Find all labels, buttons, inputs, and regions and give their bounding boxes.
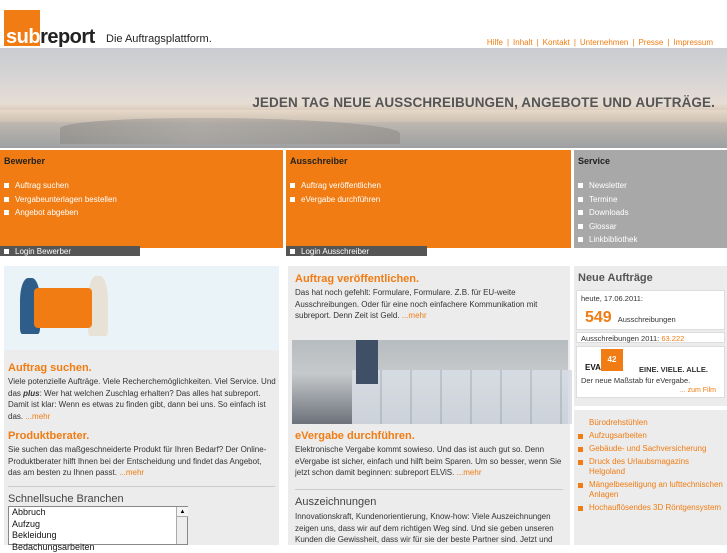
menu-item-auftrag-suchen[interactable] [4,179,117,193]
eva-logo-mark: 42 [601,349,623,371]
nav-unternehmen[interactable]: Unternehmen [580,38,628,47]
today-count: 549 [585,309,612,327]
hero-banner [0,48,727,148]
bullet-icon [578,210,583,215]
news-item-label: Bürodrehstühlen [589,418,648,428]
auszeichnungen-text: Innovationskraft, Kundenorientierung, Know-how: Viele Auszeichnungen zeigen uns, dass wir auf dem richtigen Weg sind. Und sie geben unseren Kunden die Gewissheit, dass wir für sie der beste Partner sind. Jetzt und [295,511,563,546]
count-row[interactable] [585,309,676,327]
nav-presse[interactable]: Presse [638,38,663,47]
menu-item-newsletter[interactable] [578,179,637,193]
panel-title: Ausschreiber [290,156,348,166]
logo-accent: sub [6,26,40,48]
menu-item-label: Angebot abgeben [15,208,78,217]
menu-item-angebot-abgeben[interactable] [4,206,117,220]
bullet-icon [578,447,583,452]
login-label: Login Bewerber [15,247,71,256]
bullet-icon [578,421,583,426]
panel-menu [578,179,637,247]
bullet-icon [4,197,9,202]
logo-rest: report [40,26,95,48]
bullet-icon [578,434,583,439]
menu-item-label: Downloads [589,208,629,217]
text-emphasis: plus [23,389,39,398]
text-part: Elektronische Vergabe kommt sowieso. Und das ist auch gut so. Denn eVergabe ist sicher, einfach und hilft beim Sparen. Um so besser, wenn Sie jetzt schon damit beginnen: subreport ELViS. [295,445,561,477]
bullet-icon [4,249,9,254]
panel-service [574,150,727,248]
bullet-icon [578,460,583,465]
news-item[interactable] [578,480,727,500]
news-item[interactable] [578,503,727,513]
middle-column [288,266,568,545]
puzzle-tiles [352,370,572,424]
neue-auftraege-heading: Neue Aufträge [578,272,653,284]
panel-bewerber [0,150,283,248]
nav-hilfe[interactable]: Hilfe [487,38,503,47]
menu-item-label: eVergabe durchführen [301,195,380,204]
bullet-icon [290,183,295,188]
year-stats-box [576,332,725,343]
news-item-label: Druck des Urlaubsmagazins Helgoland [589,457,727,477]
year-label: Ausschreibungen 2011: [581,334,659,343]
eva-description: Der neue Maßstab für eVergabe. [581,376,690,385]
date-label: heute, 17.06.2011: [581,294,643,303]
evergabe-mehr-link[interactable]: ...mehr [457,468,482,477]
bullet-icon [578,237,583,242]
bullet-icon [4,183,9,188]
left-column [4,266,279,545]
auftraege-stats-box [576,290,725,330]
branche-option[interactable]: Abbruch [9,507,187,519]
puzzle-people-image [4,266,279,350]
year-count: 63.222 [661,334,684,343]
login-bewerber-button[interactable] [0,246,140,256]
bullet-icon [290,249,295,254]
branchen-listbox[interactable] [8,506,188,545]
news-item[interactable] [578,444,727,454]
news-item[interactable] [578,457,727,477]
person-figure [356,340,378,384]
branche-option[interactable]: Bedachungsarbeiten [9,542,187,553]
auszeichnungen-heading: Auszeichnungen [295,496,376,508]
scroll-up-icon[interactable]: ▲ [177,507,188,517]
bullet-icon [578,483,583,488]
right-column [574,266,727,545]
news-item-label: Aufzugsarbeiten [589,431,647,441]
bullet-icon [578,183,583,188]
nav-inhalt[interactable]: Inhalt [513,38,533,47]
evergabe-heading[interactable]: eVergabe durchführen. [295,430,415,442]
menu-item-label: Glossar [589,222,617,231]
nav-separator: | [667,38,669,47]
puzzle-piece [34,288,92,328]
menu-item-vergabeunterlagen[interactable] [4,193,117,207]
login-label: Login Ausschreiber [301,247,369,256]
nav-separator: | [507,38,509,47]
news-item-label: Mängelbeseitigung an lufttechnischen Anlagen [589,480,727,500]
header [0,0,727,48]
auftrag-veroeffentlichen-heading[interactable]: Auftrag veröffentlichen. [295,273,419,285]
news-item[interactable] [578,431,727,441]
eva-logo-text [585,363,601,372]
logo[interactable] [6,26,95,49]
zum-film-link[interactable]: ... zum Film [680,387,716,394]
bullet-icon [4,210,9,215]
text-part: : Wer hat welchen Zuschlag erhalten? Das alles hat subreport. Damit ist klar: Wenn es etwas zu finden gibt, dann bei uns. So einfach ist das. [8,389,266,421]
divider [8,486,275,487]
auftraege-news-list [574,410,727,545]
menu-item-glossar[interactable] [578,220,637,234]
branche-option[interactable]: Bekleidung [9,530,187,542]
produkt-mehr-link[interactable]: ...mehr [119,468,144,477]
menu-item-evergabe[interactable] [290,193,381,207]
auftrag-mehr-link[interactable]: ...mehr [25,412,50,421]
auftrag-suchen-heading[interactable]: Auftrag suchen. [8,362,92,374]
listbox-scrollbar[interactable] [176,507,187,544]
menu-item-label: Termine [589,195,617,204]
bullet-icon [578,224,583,229]
panel-menu [4,179,117,220]
eva-slogan: EINE. VIELE. ALLE. [639,365,708,374]
banner-headline: JEDEN TAG NEUE AUSSCHREIBUNGEN, ANGEBOTE UND AUFTRÄGE. [252,95,715,110]
bullet-icon [290,197,295,202]
auftrag-suchen-text [8,376,276,422]
nav-separator: | [574,38,576,47]
menu-item-label: Auftrag suchen [15,181,69,190]
branche-option[interactable]: Aufzug [9,519,187,531]
nav-separator: | [632,38,634,47]
text-part: Sie suchen das maßgeschneiderte Produkt für Ihren Bedarf? Der Online-Produktberater hilft Ihnen bei der Entscheidung und findet das Angebot, das am besten zu Ihnen passt. [8,445,266,477]
menu-item-label: Vergabeunterlagen bestellen [15,195,117,204]
bullet-icon [578,506,583,511]
nav-separator: | [537,38,539,47]
panel-menu [290,179,381,206]
news-item-label: Hochauflösendes 3D Röntgensystem [589,503,721,513]
news-item[interactable] [578,418,727,428]
produktberater-heading[interactable]: Produktberater. [8,430,89,442]
panel-title: Service [578,156,610,166]
menu-item-termine[interactable] [578,193,637,207]
news-item-label: Gebäude- und Sachversicherung [589,444,706,454]
tagline: Die Auftragsplattform. [106,33,212,45]
menu-item-label: Auftrag veröffentlichen [301,181,381,190]
panel-ausschreiber [286,150,571,248]
puzzle-floor-image [292,340,568,424]
menu-item-label: Linkbibliothek [589,235,637,244]
count-label: Ausschreibungen [618,315,676,324]
eva-logo-word: EVA [585,363,601,372]
schnellsuche-heading: Schnellsuche Branchen [8,493,124,505]
menu-item-auftrag-veroeffentlichen[interactable] [290,179,381,193]
text-part: Viele potenzielle Aufträge. Viele Recherchemöglichkeiten. Viel Service. Und das [8,377,276,398]
year-stats [581,334,684,343]
menu-item-label: Newsletter [589,181,627,190]
top-navigation [487,38,713,47]
text-part: Das hat noch gefehlt: Formulare, Formulare. Z.B. für EU-weite Ausschreibungen. Oder für eine noch einfachere Kommunikation mit subreport. Denn Zeit ist Geld. [295,288,537,320]
divider [295,489,563,490]
bullet-icon [578,197,583,202]
produktberater-text [8,444,276,479]
panel-title: Bewerber [4,156,45,166]
nav-kontakt[interactable]: Kontakt [543,38,570,47]
login-ausschreiber-button[interactable] [286,246,427,256]
auftrag-veroeffentlichen-text [295,287,563,322]
evergabe-text [295,444,563,479]
eva-promo-box[interactable] [576,346,725,398]
menu-item-downloads[interactable] [578,206,637,220]
nav-impressum[interactable]: Impressum [673,38,713,47]
veroeff-mehr-link[interactable]: ...mehr [402,311,427,320]
menu-item-linkbibliothek[interactable] [578,233,637,247]
